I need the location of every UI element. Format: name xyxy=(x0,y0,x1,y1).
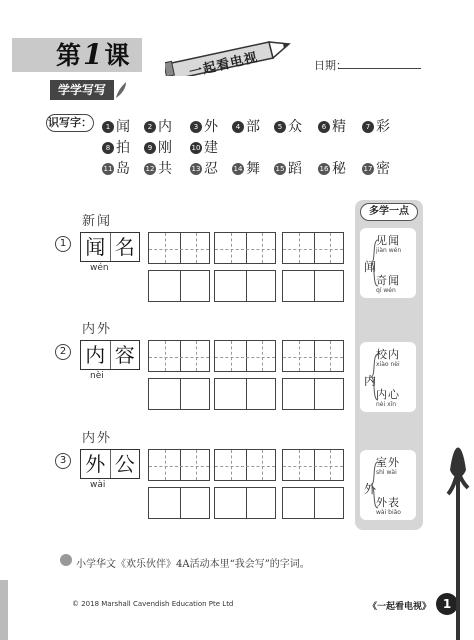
char-item xyxy=(232,158,260,178)
lesson-number: 1 xyxy=(83,38,103,71)
char-item xyxy=(318,158,346,178)
model-word xyxy=(80,340,140,370)
side-pinyin-1: shì wài xyxy=(376,469,397,476)
side-pinyin-2: qí wén xyxy=(376,287,396,294)
pencil-title: 一起看电视 xyxy=(187,50,260,81)
model-word xyxy=(80,232,140,262)
char-item xyxy=(144,137,172,157)
char-glyph: 舞 xyxy=(246,161,260,177)
grid-guide xyxy=(215,466,275,467)
side-pinyin-2: wài biǎo xyxy=(376,509,401,516)
grid-divider xyxy=(246,379,247,409)
exercise-word-hint: 新闻 xyxy=(82,214,113,229)
char-number: 12 xyxy=(145,165,155,173)
char-item xyxy=(102,158,130,178)
copyright: © 2018 Marshall Cavendish Education Pte Ltd xyxy=(72,600,234,608)
char-item xyxy=(274,116,302,136)
side-word-2: 内心 xyxy=(376,388,400,401)
grid-guide xyxy=(330,450,331,480)
model-char-1: 闻 xyxy=(85,235,106,259)
char-item xyxy=(190,116,218,136)
writing-grid[interactable] xyxy=(282,270,344,302)
grid-guide xyxy=(231,233,232,263)
grid-guide xyxy=(299,450,300,480)
grid-guide xyxy=(149,357,209,358)
char-item xyxy=(190,158,218,178)
char-glyph: 精 xyxy=(332,119,346,135)
writing-grid[interactable] xyxy=(282,378,344,410)
grid-divider xyxy=(246,488,247,518)
writing-grid[interactable] xyxy=(282,340,344,372)
grid-guide xyxy=(262,341,263,371)
grid-divider xyxy=(246,271,247,301)
side-card xyxy=(360,228,416,298)
side-card-main: 外 xyxy=(364,482,377,496)
side-card-main: 闻 xyxy=(364,260,377,274)
date-input-line[interactable] xyxy=(339,68,421,69)
char-number: 3 xyxy=(190,121,202,133)
char-item xyxy=(144,158,172,178)
section-tag: 学学写写 xyxy=(50,80,114,100)
writing-grid[interactable] xyxy=(148,232,210,264)
grid-divider xyxy=(180,233,181,263)
footer-title: 《一起看电视》 xyxy=(368,602,432,612)
char-glyph: 众 xyxy=(288,119,302,135)
char-number: 9 xyxy=(144,142,156,154)
char-number: 14 xyxy=(233,165,243,173)
exercise-word-hint: 内外 xyxy=(82,322,113,337)
writing-grid[interactable] xyxy=(214,487,276,519)
grid-guide xyxy=(165,341,166,371)
model-char-2: 公 xyxy=(110,450,140,478)
writing-grid[interactable] xyxy=(148,340,210,372)
model-word xyxy=(80,449,140,479)
char-glyph: 建 xyxy=(204,140,218,156)
char-list-label: 识写字： xyxy=(46,114,94,132)
writing-grid[interactable] xyxy=(282,232,344,264)
grid-guide xyxy=(231,341,232,371)
grid-divider xyxy=(246,341,247,371)
writing-grid[interactable] xyxy=(148,270,210,302)
grid-guide xyxy=(283,249,343,250)
writing-grid[interactable] xyxy=(214,270,276,302)
model-char-1: 内 xyxy=(85,343,106,367)
grid-guide xyxy=(330,233,331,263)
char-number: 6 xyxy=(318,121,330,133)
char-number: 5 xyxy=(274,121,286,133)
char-glyph: 秘 xyxy=(332,161,346,177)
char-glyph: 彩 xyxy=(376,119,390,135)
char-glyph: 忍 xyxy=(204,161,218,177)
char-glyph: 部 xyxy=(246,119,260,135)
char-number: 8 xyxy=(102,142,114,154)
char-number: 1 xyxy=(102,121,114,133)
writing-grid[interactable] xyxy=(214,449,276,481)
grid-divider xyxy=(180,271,181,301)
writing-grid[interactable] xyxy=(282,487,344,519)
leaf-icon xyxy=(114,80,128,100)
grid-divider xyxy=(314,450,315,480)
grid-divider xyxy=(246,450,247,480)
grid-guide xyxy=(283,466,343,467)
grid-divider xyxy=(180,488,181,518)
char-glyph: 密 xyxy=(376,161,390,177)
grid-guide xyxy=(215,249,275,250)
grid-guide xyxy=(262,450,263,480)
exercise-number: 1 xyxy=(55,236,71,252)
grid-guide xyxy=(196,233,197,263)
writing-grid[interactable] xyxy=(214,232,276,264)
footer-note: 小学华文《欢乐伙伴》4A活动本里“我会写”的字词。 xyxy=(76,559,310,570)
char-item xyxy=(102,116,130,136)
char-number: 7 xyxy=(362,121,374,133)
page-number: 1 xyxy=(436,593,458,615)
grid-guide xyxy=(299,233,300,263)
pinyin: wài xyxy=(90,480,106,490)
grid-divider xyxy=(314,341,315,371)
char-glyph: 拍 xyxy=(116,140,130,156)
writing-grid[interactable] xyxy=(148,449,210,481)
grid-divider xyxy=(314,379,315,409)
lesson-suffix: 课 xyxy=(104,41,130,70)
char-glyph: 闻 xyxy=(116,119,130,135)
exercise-number: 2 xyxy=(55,344,71,360)
side-pinyin-2: nèi xīn xyxy=(376,401,397,408)
char-number: 15 xyxy=(275,165,285,173)
model-char-2: 容 xyxy=(110,341,140,369)
side-pinyin-1: xiào nèi xyxy=(376,361,400,368)
side-word-2: 外表 xyxy=(376,496,400,509)
writing-grid[interactable] xyxy=(214,340,276,372)
model-char-1: 外 xyxy=(85,452,106,476)
grid-guide xyxy=(330,341,331,371)
model-char-2: 名 xyxy=(110,233,140,261)
grid-divider xyxy=(314,271,315,301)
grid-divider xyxy=(180,450,181,480)
side-word-1: 见闻 xyxy=(376,234,400,247)
grid-guide xyxy=(231,450,232,480)
grid-guide xyxy=(149,466,209,467)
bracket-icon xyxy=(370,238,380,288)
writing-grid[interactable] xyxy=(214,378,276,410)
side-panel-title: 多学一点 xyxy=(360,203,418,221)
grid-divider xyxy=(180,341,181,371)
char-glyph: 内 xyxy=(158,119,172,135)
grid-guide xyxy=(283,357,343,358)
lesson-prefix: 第 xyxy=(56,41,82,70)
note-bullet xyxy=(60,554,72,566)
char-number: 11 xyxy=(103,165,113,173)
char-item xyxy=(318,116,346,136)
side-word-2: 奇闻 xyxy=(376,274,400,287)
date-label: 日期： xyxy=(314,59,347,72)
grid-divider xyxy=(180,379,181,409)
char-glyph: 外 xyxy=(204,119,218,135)
char-number: 17 xyxy=(363,165,373,173)
grid-guide xyxy=(196,341,197,371)
char-number: 2 xyxy=(144,121,156,133)
side-pinyin-1: jiàn wén xyxy=(376,247,402,254)
grid-guide xyxy=(149,249,209,250)
char-item xyxy=(102,137,130,157)
char-glyph: 岛 xyxy=(116,161,130,177)
char-item xyxy=(144,116,172,136)
grid-guide xyxy=(262,233,263,263)
grid-guide xyxy=(215,357,275,358)
char-item xyxy=(232,116,260,136)
writing-grid[interactable] xyxy=(148,487,210,519)
writing-grid[interactable] xyxy=(148,378,210,410)
grid-divider xyxy=(314,233,315,263)
char-glyph: 刚 xyxy=(158,140,172,156)
grid-divider xyxy=(314,488,315,518)
char-number: 13 xyxy=(191,165,201,173)
grid-guide xyxy=(299,341,300,371)
char-item xyxy=(362,158,390,178)
char-number: 4 xyxy=(232,121,244,133)
pinyin: wén xyxy=(90,263,109,273)
bracket-icon xyxy=(370,352,380,402)
char-number: 16 xyxy=(319,165,329,173)
char-number: 10 xyxy=(191,144,201,152)
grid-divider xyxy=(246,233,247,263)
bracket-icon xyxy=(370,460,380,510)
char-glyph: 蹈 xyxy=(288,161,302,177)
side-card-main: 内 xyxy=(364,374,377,388)
char-item xyxy=(190,137,218,157)
page-edge-strip xyxy=(0,580,8,640)
grid-guide xyxy=(196,450,197,480)
char-item xyxy=(274,158,302,178)
side-word-1: 室外 xyxy=(376,456,400,469)
exercise-number: 3 xyxy=(55,453,71,469)
pinyin: nèi xyxy=(90,371,104,381)
grid-guide xyxy=(165,450,166,480)
side-word-1: 校内 xyxy=(376,348,400,361)
char-glyph: 共 xyxy=(158,161,172,177)
exercise-word-hint: 内外 xyxy=(82,431,113,446)
writing-grid[interactable] xyxy=(282,449,344,481)
lesson-title xyxy=(12,38,142,72)
tree-branch-icon xyxy=(446,0,472,640)
side-card xyxy=(360,342,416,412)
char-item xyxy=(362,116,390,136)
side-card xyxy=(360,450,416,520)
grid-guide xyxy=(165,233,166,263)
